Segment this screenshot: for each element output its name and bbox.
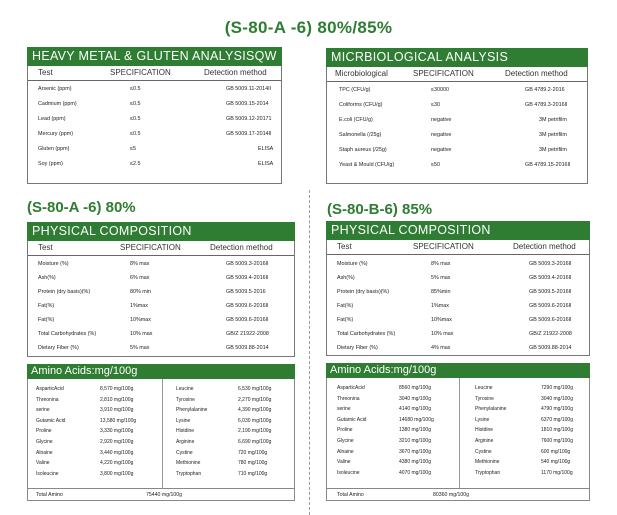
total-amino-value: 80360 mg/100g: [433, 492, 470, 498]
left-amino-table: [27, 379, 295, 501]
table-row: Alnaine 3,440 mg/100g Cystine 720 mg/100g: [36, 449, 268, 456]
table-row: Valine 4380 mg/100g Methionine 540 mg/100g: [337, 459, 571, 466]
table-row: TPC (CFU/g) ≤30000 GB 4789.2-2016: [339, 87, 565, 93]
table-row: Total Carbohydrates (%) 10% max GB/Z 21922-2008: [38, 331, 269, 337]
table-row: Protein (dry basis)(%) 85%min GB 5009.5-2016II: [337, 289, 572, 295]
table-row: E.coli (CFU/g) negative 3M petrifilm: [339, 117, 567, 123]
left-subtitle: (S-80-A -6) 80%: [27, 199, 136, 216]
table-row: Staph aureus (/25g) negative 3M petrifilm: [339, 147, 567, 153]
col-header-method: Detection method: [513, 242, 576, 251]
micro-table: [326, 67, 588, 184]
table-row: Fat(%) 1%max GB 5009.6-2016II: [337, 303, 572, 309]
left-amino-title-bar: Amino Acids:mg/100g: [27, 364, 295, 379]
table-row: AsparticAcid 8560 mg/100g Leucine 7290 mg/100g: [337, 385, 573, 391]
table-row: Total Carbohydrates (%) 10% max GB/Z 21922-2008: [337, 331, 572, 337]
table-row: Cadmium (ppm) ≤0.5 GB 5009.15-2014: [38, 101, 269, 107]
total-amino-row: [28, 488, 294, 500]
col-header-spec: SPECIFICATION: [120, 243, 181, 252]
table-row: Yeast & Mould (CFU/g) ≤50 GB 4789.15-2016II: [339, 162, 571, 168]
table-row: Alnaine 3670 mg/100g Cystine 600 mg/100g: [337, 448, 571, 455]
table-row: Gutamic Acid 13,580 mg/100g Lysine 6,030 mg/100g: [36, 417, 272, 424]
right-amino-title-bar: Amino Acids:mg/100g: [326, 363, 590, 378]
col-header-test: Test: [38, 68, 53, 77]
heavy-metal-rows: [28, 82, 281, 172]
heavy-metal-table: [27, 66, 282, 184]
table-row: Salmonella (/25g) negative 3M petrifilm: [339, 132, 567, 138]
total-amino-value: 75440 mg/100g: [146, 492, 183, 498]
table-row: Protein (dry basis)(%) 80% min GB 5009.5-2016: [38, 289, 266, 295]
table-row: Threonina 2,810 mg/100g Tyrosine 2,270 mg/100g: [36, 396, 272, 403]
table-row: Dietary Fiber (%) 4% max GB 5009.88-2014: [337, 345, 572, 351]
table-row: Mercury (ppm) ≤0.5 GB 5009.17-2014II: [38, 131, 272, 137]
total-amino-label: Total Amino: [337, 492, 364, 498]
table-row: Moisture (%) 8% max GB 5009.3-2016II: [337, 261, 572, 267]
right-amino-table: [326, 378, 590, 501]
table-row: Arsenic (ppm) ≤0.5 GB 5009.11-2014II: [38, 86, 272, 92]
micro-title-bar: MICRBIOLOGICAL ANALYSIS: [326, 48, 588, 67]
right-physical-title-bar: PHYSICAL COMPOSITION: [326, 221, 590, 240]
table-row: AsparticAcid 8,570 mg/100g Leucine 6,530 mg/100g: [36, 386, 272, 392]
table-row: Lead (ppm) ≤0.5 GB 5009.12-20171: [38, 116, 272, 122]
table-row: Fat(%) 10%max GB 5009.6-2016II: [337, 317, 572, 323]
col-header-spec: SPECIFICATION: [413, 242, 474, 251]
header-divider: [28, 80, 281, 81]
col-header-test: Test: [337, 242, 352, 251]
header-divider: [28, 255, 294, 256]
table-row: Dietary Fiber (%) 5% max GB 5009.88-2014: [38, 345, 269, 351]
column-divider: [309, 190, 310, 515]
col-header-spec: SPECIFICATION: [110, 68, 171, 77]
table-row: Ash(%) 5% max GB 5009.4-2016II: [337, 275, 572, 281]
total-amino-label: Total Amino: [36, 492, 63, 498]
table-row: Moisture (%) 8% max GB 5009.3-2016II: [38, 261, 269, 267]
heavy-metal-title-bar: HEAVY METAL & GLUTEN ANALYSISQW: [27, 47, 282, 66]
table-row: Glycine 2,920 mg/100g Arginine 6,690 mg/100g: [36, 438, 272, 445]
col-header-method: Detection method: [210, 243, 273, 252]
left-physical-table: [27, 241, 295, 357]
col-header-micro: Microbiological: [335, 69, 388, 78]
page-title: (S-80-A -6) 80%/85%: [224, 18, 393, 37]
right-amino-rows: [327, 383, 589, 478]
right-physical-table: [326, 240, 590, 356]
table-row: Glycine 3210 mg/100g Arginine 7600 mg/100g: [337, 437, 573, 444]
left-physical-rows: [28, 257, 294, 355]
col-header-spec: SPECIFICATION: [413, 69, 474, 78]
col-header-test: Test: [38, 243, 53, 252]
right-subtitle: (S-80-B-6) 85%: [327, 201, 433, 218]
table-row: Ash(%) 6% max GB 5009.4-2016II: [38, 275, 269, 281]
table-row: Gutamic Acid 14680 mg/100g Lysine 6370 mg/100g: [337, 416, 573, 423]
col-header-method: Detection method: [204, 68, 267, 77]
table-row: Valine 4,220 mg/100g Methionine 780 mg/100g: [36, 460, 268, 467]
table-row: Isoleucine 4070 mg/100g Tryptophan 1170 mg/100g: [337, 469, 573, 476]
table-row: Proline 1380 mg/100g Histdine 1810 mg/100g: [337, 427, 573, 434]
total-amino-row: [327, 488, 589, 500]
left-amino-rows: [28, 384, 294, 479]
table-row: Proline 3,330 mg/100g Histdine 2,190 mg/100g: [36, 428, 272, 435]
left-physical-title-bar: PHYSICAL COMPOSITION: [27, 222, 295, 241]
table-row: serine 3,910 mg/100g Phenylalanine 4,390 mg/100g: [36, 407, 272, 414]
col-header-method: Detection method: [505, 69, 568, 78]
table-row: Gluten (ppm) ≤5 ELISA: [38, 146, 274, 152]
right-physical-rows: [327, 257, 589, 355]
header-divider: [327, 81, 587, 82]
table-row: Fat(%) 10%max GB 5009.6-2016II: [38, 317, 269, 323]
table-row: Coliforms (CFU/g) ≤30 GB 4789.3-2016II: [339, 102, 568, 108]
table-row: Threonina 3040 mg/100g Tyrosine 3040 mg/100g: [337, 395, 573, 402]
table-row: Fat(%) 1%max GB 5009.6-2016II: [38, 303, 269, 309]
micro-rows: [327, 83, 587, 173]
table-row: serine 4140 mg/100g Phenylalanine 4790 mg/100g: [337, 406, 573, 413]
table-row: Isoleucine 3,800 mg/100g Tryptophan 710 mg/100g: [36, 470, 268, 477]
header-divider: [327, 254, 589, 255]
table-row: Soy (ppm) ≤2.5 ELISA: [38, 161, 274, 167]
